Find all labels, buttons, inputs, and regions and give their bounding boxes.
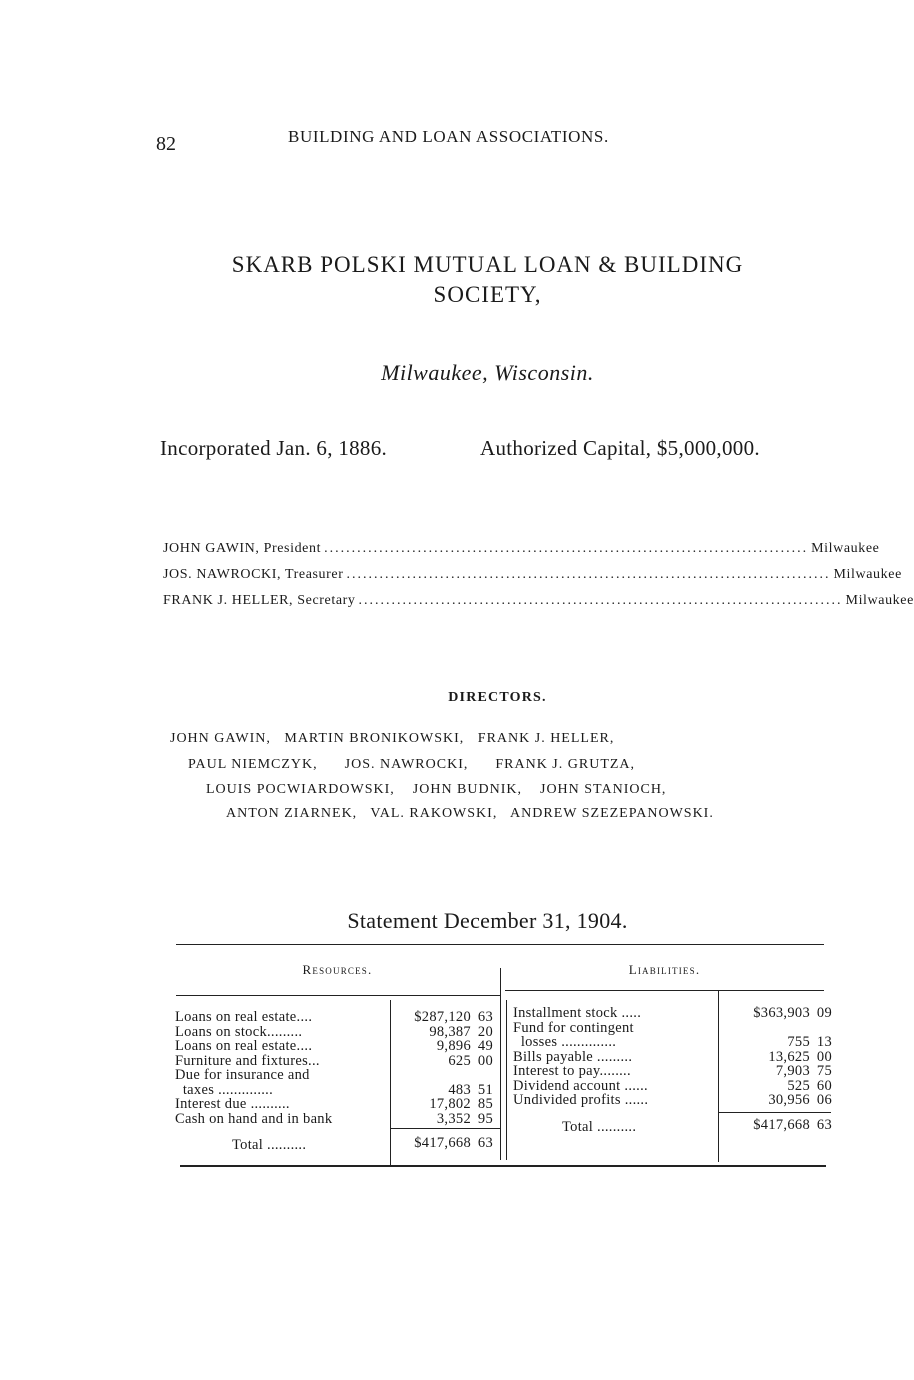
table-top-rule (176, 944, 824, 945)
officer-name: JOS. NAWROCKI, Treasurer (163, 567, 344, 582)
directors-line: LOUIS POCWIARDOWSKI, JOHN BUDNIK, JOHN STANIOCH, (206, 782, 667, 797)
liability-label: Interest to pay........ (513, 1063, 631, 1079)
officer-name: FRANK J. HELLER, Secretary (163, 593, 356, 608)
liability-amount: 30,956 06 (768, 1092, 832, 1108)
resource-amount: 483 51 (448, 1081, 493, 1098)
liability-label: Fund for contingent (513, 1019, 634, 1036)
liabilities-total-rule (719, 1112, 831, 1113)
liabilities-total-amount: $417,668 63 (753, 1117, 832, 1133)
resource-amount: 3,352 95 (436, 1110, 493, 1127)
liabilities-heading: Liabilities. (628, 962, 701, 977)
resource-amount: 17,802 85 (429, 1096, 493, 1112)
officer-place: Milwaukee (845, 593, 914, 608)
resources-total-rule (391, 1128, 501, 1129)
resources-amount-rule (390, 1000, 391, 1165)
table-bottom-rule (180, 1165, 826, 1167)
resource-amount: 625 00 (448, 1052, 493, 1069)
resources-heading: Resources. (302, 962, 373, 977)
resource-label: Loans on real estate.... (175, 1038, 313, 1054)
authorized-capital: Authorized Capital, $5,000,000. (480, 436, 760, 460)
association-name-line1: SKARB POLSKI MUTUAL LOAN & BUILDING (231, 252, 744, 277)
liability-label: Bills payable ......... (513, 1048, 633, 1065)
directors-line: PAUL NIEMCZYK, JOS. NAWROCKI, FRANK J. GRUTZA, (188, 757, 636, 772)
incorporation-date: Incorporated Jan. 6, 1886. (160, 436, 388, 460)
resources-total-label: Total .......... (232, 1137, 307, 1153)
liability-label: losses .............. (513, 1034, 617, 1050)
liability-amount: $363,903 09 (753, 1005, 832, 1021)
resource-label: Due for insurance and (175, 1067, 310, 1083)
resource-label: Cash on hand and in bank (175, 1110, 333, 1127)
resource-amount: 98,387 20 (429, 1023, 493, 1040)
resources-heading-rule (176, 995, 500, 996)
liability-label: Installment stock ..... (513, 1005, 642, 1021)
resource-label: Interest due .......... (175, 1096, 290, 1112)
liability-amount: 755 13 (787, 1034, 832, 1050)
association-location: Milwaukee, Wisconsin. (381, 360, 594, 385)
officer-row (163, 567, 902, 583)
resource-label: Furniture and fixtures... (175, 1052, 320, 1069)
association-name-line2: SOCIETY, (433, 282, 542, 307)
statement-title: Statement December 31, 1904. (347, 908, 628, 933)
leader-dots: ........................................................................................ (324, 541, 809, 556)
liabilities-amount-rule (718, 990, 719, 1162)
center-divider (500, 968, 501, 1160)
liabilities-total-label: Total .......... (562, 1119, 637, 1135)
officer-place: Milwaukee (811, 541, 880, 556)
resource-amount (393, 1068, 493, 1083)
directors-line: ANTON ZIARNEK, VAL. RAKOWSKI, ANDREW SZEZEPANOWSKI. (226, 806, 714, 821)
resource-label: taxes .............. (175, 1081, 274, 1098)
directors-heading: DIRECTORS. (448, 690, 547, 705)
liabilities-left-rule (506, 1000, 507, 1160)
resource-amount: 9,896 49 (436, 1038, 493, 1054)
resources-total-amount: $417,668 63 (414, 1135, 493, 1151)
liability-amount (722, 1021, 832, 1036)
officer-name: JOHN GAWIN, President (163, 541, 322, 556)
liabilities-heading-rule (505, 990, 824, 991)
liability-amount: 525 60 (787, 1077, 832, 1094)
liability-label: Dividend account ...... (513, 1077, 648, 1094)
officer-row (163, 541, 880, 557)
liabilities-labels (513, 1006, 713, 1108)
resource-label: Loans on real estate.... (175, 1009, 313, 1025)
officer-place: Milwaukee (833, 567, 902, 582)
directors-line: JOHN GAWIN, MARTIN BRONIKOWSKI, FRANK J. HELLER, (170, 731, 615, 746)
leader-dots: ........................................................................................ (358, 593, 843, 608)
resource-amount: $287,120 63 (414, 1009, 493, 1025)
liability-label: Undivided profits ...... (513, 1092, 649, 1108)
leader-dots: ........................................................................................ (346, 567, 831, 582)
page-number: 82 (156, 133, 176, 155)
running-title: BUILDING AND LOAN ASSOCIATIONS. (288, 127, 609, 146)
liability-amount: 7,903 75 (775, 1063, 832, 1079)
resource-label: Loans on stock......... (175, 1023, 303, 1040)
resources-amounts (393, 1010, 493, 1126)
liability-amount: 13,625 00 (768, 1048, 832, 1065)
resources-labels (175, 1010, 387, 1126)
officer-row (163, 593, 914, 609)
liabilities-amounts (722, 1006, 832, 1108)
